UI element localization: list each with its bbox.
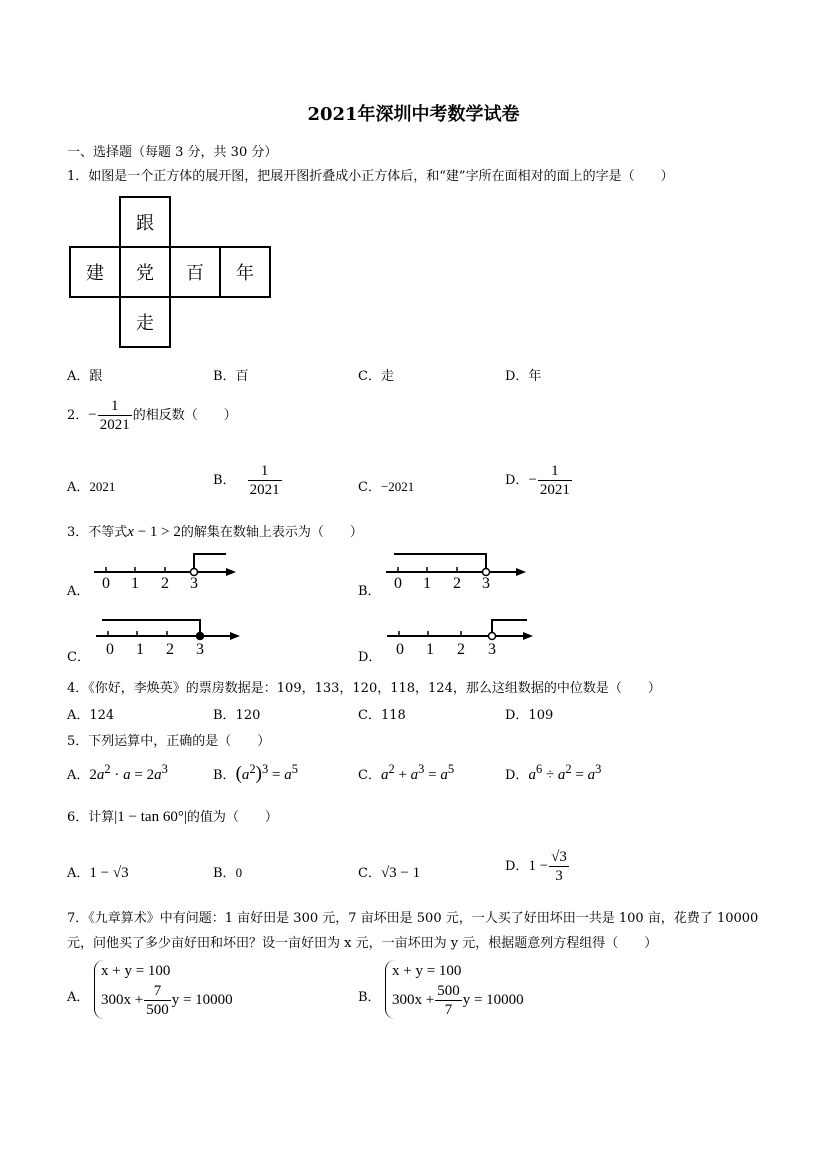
question-7-stem-line2: 元，问他买了多少亩好田和坏田？设一亩好田为 x 元，一亩坏田为 y 元，根据题意列方程组得（ ）	[67, 936, 658, 951]
option-a: A．跟	[67, 369, 103, 384]
option-a: A．2021	[67, 479, 116, 495]
option-b: B．120	[213, 708, 261, 723]
question-6-stem: 6．计算|1 − tan 60°|的值为（ ）	[67, 809, 278, 825]
option-b: B．0	[213, 865, 243, 881]
number-line-a	[90, 548, 240, 588]
number-line-c	[92, 612, 244, 656]
cube-net-diagram	[68, 195, 274, 351]
option-b-label: B．	[358, 990, 381, 1005]
net-char: 党	[136, 263, 154, 283]
question-3-stem: 3．不等式x − 1 > 2的解集在数轴上表示为（ ）	[67, 524, 363, 540]
net-char-top: 跟	[136, 213, 154, 233]
tick-label: 2	[161, 575, 169, 588]
option-c: C．走	[358, 369, 394, 384]
option-c: C．−2021	[358, 479, 415, 495]
option-d-label: D．	[358, 650, 382, 665]
question-2-stem: 2．− $\frac{1}{2021}$ 的相反数（ ）	[67, 398, 237, 433]
section-heading: 一、选择题（每题 3 分，共 30 分）	[67, 145, 278, 160]
option-b: B．百	[213, 369, 249, 384]
option-b: B． $\frac{1}{2021}$	[213, 463, 280, 498]
question-5-stem: 5．下列运算中，正确的是（ ）	[67, 734, 271, 749]
net-char: 年	[236, 263, 254, 283]
option-a-label: A．	[67, 990, 90, 1005]
page-title: 2021年深圳中考数学试卷	[307, 104, 520, 125]
option-c: C．√3 − 1	[358, 865, 421, 881]
option-d: D．109	[505, 708, 554, 723]
question-1-stem: 1．如图是一个正方体的展开图，把展开图折叠成小正方体后，和“建”字所在面相对的面上的字是（ ）	[67, 169, 674, 184]
tick-label: 3	[196, 641, 204, 656]
net-char: 百	[186, 263, 204, 283]
option-c: C．$a^2 + a^3 = a^5$	[358, 762, 455, 783]
tick-label: 0	[106, 641, 114, 656]
option-a: A．$2a^2 \cdot a = 2a^3$	[67, 762, 168, 783]
tick-label: 3	[488, 641, 496, 656]
option-b-system: x + y = 100 300x + $\frac{500}{7}$ y = 10000	[385, 960, 524, 1019]
tick-label: 0	[394, 575, 402, 588]
number-line-d	[383, 612, 538, 656]
option-b: B．$(a^2)^3 = a^5$	[213, 762, 298, 784]
tick-label: 0	[396, 641, 404, 656]
tick-label: 3	[190, 575, 198, 588]
option-a-system: x + y = 100 300x + $\frac{7}{500}$ y = 10000	[94, 960, 233, 1019]
tick-label: 1	[131, 575, 139, 588]
option-d: D．1 − $\frac{√3}{3}$	[505, 849, 567, 884]
number-line-b	[382, 548, 532, 588]
option-a: A．1 − √3	[67, 865, 129, 881]
tick-label: 3	[482, 575, 490, 588]
option-a: A．124	[67, 708, 115, 723]
option-d: D．年	[505, 369, 542, 384]
tick-label: 2	[457, 641, 465, 656]
tick-label: 1	[426, 641, 434, 656]
option-a-label: A．	[67, 584, 90, 599]
tick-label: 1	[136, 641, 144, 656]
tick-label: 2	[453, 575, 461, 588]
option-c: C．118	[358, 708, 406, 723]
tick-label: 2	[166, 641, 174, 656]
option-d: D．$a^6 \div a^2 = a^3$	[505, 762, 602, 783]
option-d: D．− $\frac{1}{2021}$	[505, 463, 570, 498]
net-char: 建	[86, 263, 104, 283]
question-7-stem-line1: 7．《九章算术》中有问题：1 亩好田是 300 元，7 亩坏田是 500 元，一人买了好田坏田一共是 100 亩，花费了 10000	[67, 911, 759, 926]
question-4-stem: 4．《你好，李焕英》的票房数据是：109，133，120，118，124，那么这组数据的中位数是（ ）	[67, 681, 661, 696]
tick-label: 1	[423, 575, 431, 588]
tick-label: 0	[102, 575, 110, 588]
net-char-bottom: 走	[136, 313, 154, 333]
option-b-label: B．	[358, 584, 381, 599]
option-c-label: C．	[67, 650, 90, 665]
